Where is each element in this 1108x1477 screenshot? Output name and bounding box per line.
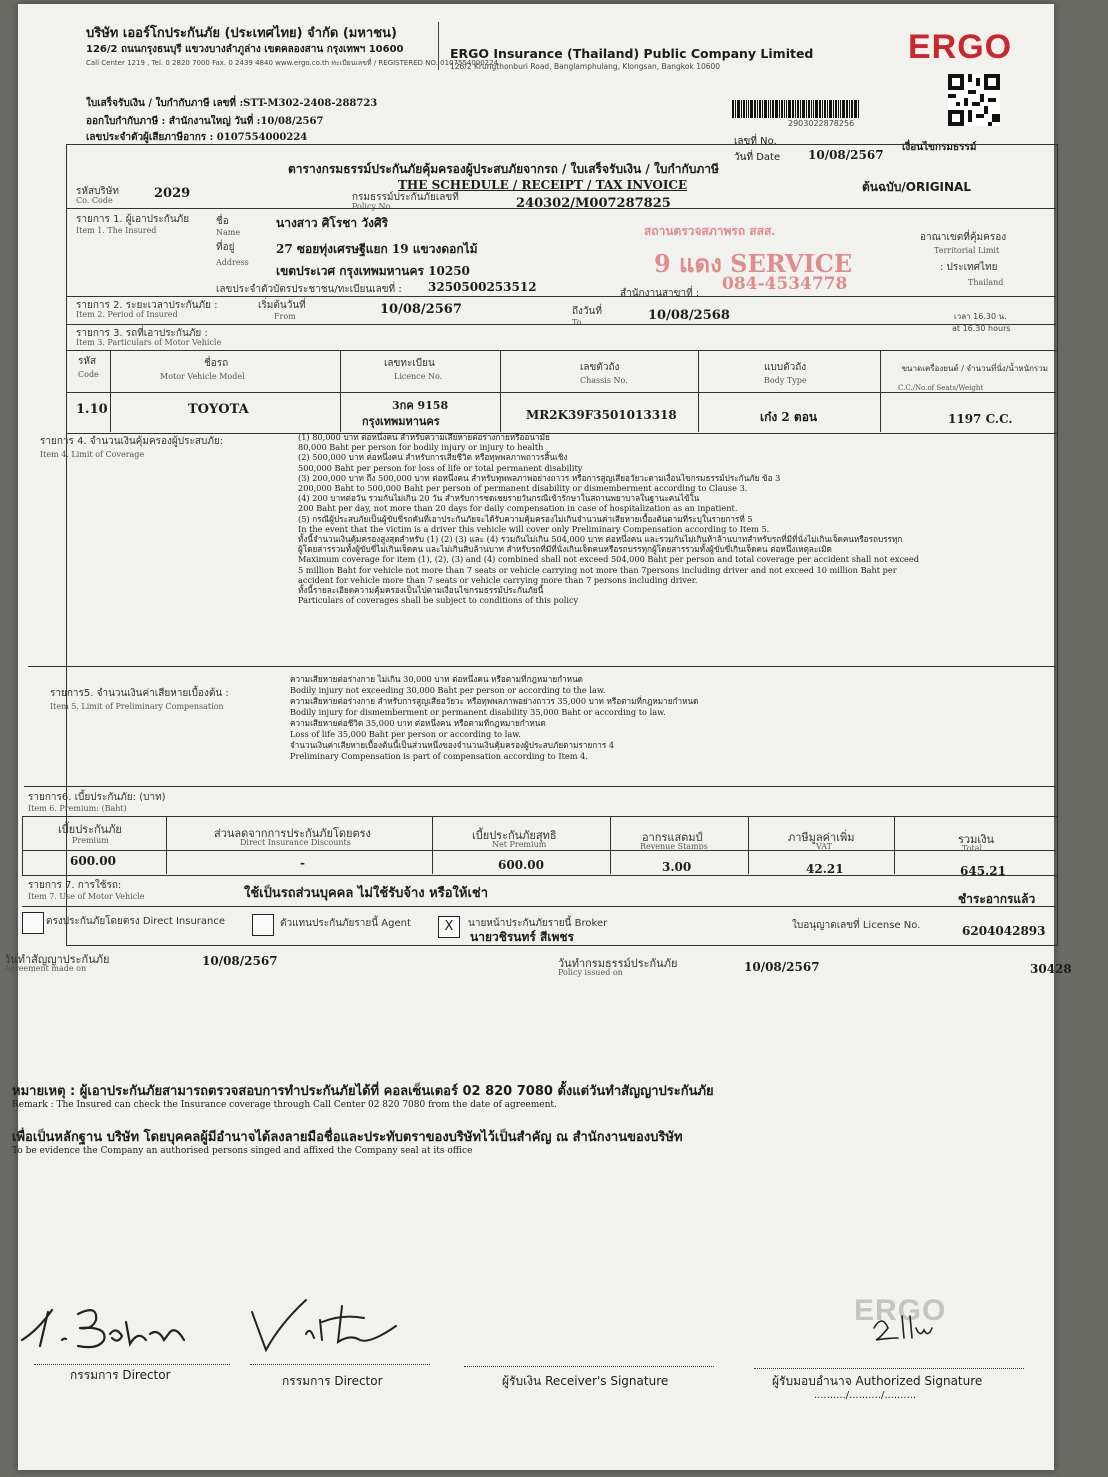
vehicle-licence-line2: กรุงเทพมหานคร xyxy=(362,415,440,428)
premium-header-stamps-en: Revenue Stamps xyxy=(640,842,708,851)
company-name-th: บริษัท เออร์โกประกันภัย (ประเทศไทย) จำกัด (มหาชน) xyxy=(86,26,397,41)
territory-label: อาณาเขตที่คุ้มครอง xyxy=(920,232,1007,243)
territory-value-en: Thailand xyxy=(968,278,1004,287)
vehicle-header-licence: เลขทะเบียน xyxy=(384,358,435,369)
item7-label: รายการ 7. การใช้รถ: xyxy=(28,880,122,891)
direct-insurance-checkbox[interactable] xyxy=(22,912,44,934)
address-label-en: Address xyxy=(216,258,249,267)
address-label: ที่อยู่ xyxy=(216,242,235,253)
agent-checkbox[interactable] xyxy=(252,914,274,936)
vehicle-header-model: ชื่อรถ xyxy=(204,358,229,369)
company-code-value: 2029 xyxy=(154,186,191,201)
from-value: 10/08/2567 xyxy=(380,302,462,317)
vehicle-header-licence-en: Licence No. xyxy=(394,372,443,381)
authorized-signature-label: ผู้รับมอบอำนาจ Authorized Signature xyxy=(772,1374,983,1388)
premium-header-total-en: Total xyxy=(962,844,983,853)
id-value: 3250500253512 xyxy=(428,280,537,294)
total-value: 645.21 xyxy=(960,864,1006,878)
net-premium-value: 600.00 xyxy=(498,858,544,872)
name-label: ชื่อ xyxy=(216,216,229,227)
broker-checkbox[interactable]: X xyxy=(438,916,460,938)
broker-label: นายหน้าประกันภัยรายนี้ Broker xyxy=(468,918,608,929)
inspection-stamp-line1: สถานตรวจสภาพรถ สสส. xyxy=(644,224,776,238)
tax-id: เลขประจำตัวผู้เสียภาษีอากร : 0107554000224 xyxy=(86,132,308,143)
agreement-label: วันทำสัญญาประกันภัย xyxy=(4,953,110,966)
policy-no-value: 240302/M007287825 xyxy=(516,196,671,211)
policy-no-label: กรมธรรม์ประกันภัยเลขที่ xyxy=(352,192,459,203)
address-line2: เขตประเวศ กรุงเทพมหานคร 10250 xyxy=(276,264,470,278)
from-label: เริ่มต้นวันที่ xyxy=(258,300,306,311)
company-code-label-en: Co. Code xyxy=(76,196,113,205)
item3-label: รายการ 3. รถที่เอาประกันภัย : xyxy=(76,328,208,339)
schedule-title-th: ตารางกรมธรรม์ประกันภัยคุ้มครองผู้ประสบภัยจากรถ / ใบเสร็จรับเงิน / ใบกำกับภาษี xyxy=(288,162,719,176)
barcode-number: 2903022878256 xyxy=(788,119,855,128)
revenue-stamps-value: 3.00 xyxy=(662,860,692,874)
from-label-en: From xyxy=(274,312,296,321)
branch-label: สำนักงานสาขาที่ : xyxy=(620,288,700,299)
vehicle-licence-line1: 3กค 9158 xyxy=(392,399,449,412)
time-label-en: at 16.30 hours xyxy=(952,324,1011,333)
item7-label-en: Item 7. Use of Motor Vehicle xyxy=(28,892,145,901)
vehicle-header-chassis: เลขตัวถัง xyxy=(580,362,620,373)
ergo-logo: ERGO xyxy=(908,28,1013,66)
authorized-signature-icon xyxy=(868,1308,948,1348)
tax-invoice-issued: ออกใบกำกับภาษี : สำนักงานใหญ่ วันที่ :10/08/2567 xyxy=(86,116,324,127)
premium-header-premium-en: Premium xyxy=(72,836,109,845)
premium-header-premium: เบี้ยประกันภัย xyxy=(58,823,122,836)
policy-issued-label: วันทำกรมธรรม์ประกันภัย xyxy=(558,957,678,970)
item4-label: รายการ 4. จำนวนเงินคุ้มครองผู้ประสบภัย: xyxy=(40,436,224,447)
qr-code-icon xyxy=(948,74,1000,126)
item3-label-en: Item 3. Particulars of Motor Vehicle xyxy=(76,338,222,347)
vehicle-chassis: MR2K39F3501013318 xyxy=(526,408,677,422)
vehicle-cc: 1197 C.C. xyxy=(948,412,1013,426)
director-1-signature-icon xyxy=(18,1300,208,1360)
evidence-th: เพื่อเป็นหลักฐาน บริษัท โดยบุคคลผู้มีอำนาจได้ลงลายมือชื่อและประทับตราของบริษัทไว้เป็นสำคัญ ณ สำนักงานของบริษัท xyxy=(12,1130,683,1145)
vehicle-header-code-en: Code xyxy=(78,370,99,379)
evidence-en: To be evidence the Company an authorised persons singed and affixed the Company seal at its office xyxy=(12,1146,473,1156)
license-label: ใบอนุญาตเลขที่ License No. xyxy=(792,920,921,931)
vehicle-header-code: รหัส xyxy=(78,356,97,367)
doc-no-label: เลขที่ No. xyxy=(734,136,777,147)
agent-label: ตัวแทนประกันภัยรายนี้ Agent xyxy=(280,918,411,929)
premium-header-vat: ภาษีมูลค่าเพิ่ม xyxy=(788,831,855,844)
to-label-en: To xyxy=(572,318,582,327)
company-name-en: ERGO Insurance (Thailand) Public Company Limited xyxy=(450,46,814,61)
insured-name: นางสาว ศิโรชา วังศิริ xyxy=(276,216,389,230)
stamp-duty-paid: ชำระอากรแล้ว xyxy=(958,892,1036,906)
item4-label-en: Item 4. Limit of Coverage xyxy=(40,450,145,459)
item6-label-en: Item 6. Premium: (Baht) xyxy=(28,804,127,813)
premium-header-net: เบี้ยประกันภัยสุทธิ xyxy=(472,829,557,842)
direct-insurance-label: ตรงประกันภัยโดยตรง Direct Insurance xyxy=(46,916,226,927)
premium-header-discount: ส่วนลดจากการประกันภัยโดยตรง xyxy=(214,827,371,840)
inspection-stamp-line2: 9 แดง SERVICE xyxy=(654,249,853,278)
territory-value: : ประเทศไทย xyxy=(940,262,998,273)
vehicle-model: TOYOTA xyxy=(188,402,249,417)
vehicle-body-type: เก๋ง 2 ตอน xyxy=(760,410,818,424)
item5-label-en: Item 5. Limit of Preliminary Compensation xyxy=(50,702,224,711)
receipt-number: ใบเสร็จรับเงิน / ใบกำกับภาษี เลขที่ :STT-M302-2408-288723 xyxy=(86,98,378,109)
premium-header-vat-en: VAT xyxy=(816,842,832,851)
barcode-icon xyxy=(732,100,860,118)
doc-date-label: วันที่ Date xyxy=(734,152,781,163)
policy-issued-date: 10/08/2567 xyxy=(744,960,820,974)
item2-label-en: Item 2. Period of Insured xyxy=(76,310,178,319)
doc-date-value: 10/08/2567 xyxy=(808,148,884,162)
premium-header-total: รวมเงิน xyxy=(958,833,994,846)
broker-name: นายวชิรนทร์ สีเพชร xyxy=(470,930,574,944)
item6-label: รายการ6. เบี้ยประกันภัย: (บาท) xyxy=(28,792,166,803)
ergo-seal-watermark: ERGO xyxy=(854,1294,947,1327)
item1-label: รายการ 1. ผู้เอาประกันภัย xyxy=(76,214,190,225)
director-2-label: กรรมการ Director xyxy=(282,1374,383,1388)
vehicle-header-model-en: Motor Vehicle Model xyxy=(160,372,245,381)
company-address-th: 126/2 ถนนกรุงธนบุรี แขวงบางลำภูล่าง เขตคลองสาน กรุงเทพฯ 10600 xyxy=(86,44,404,55)
address-line1: 27 ซอยทุ่งเศรษฐีแยก 19 แขวงดอกไม้ xyxy=(276,242,478,256)
vehicle-header-body-en: Body Type xyxy=(764,376,807,385)
director-2-signature-icon xyxy=(246,1294,426,1360)
policy-issued-label-en: Policy issued on xyxy=(558,968,623,977)
premium-value: 600.00 xyxy=(70,854,116,868)
time-label: เวลา 16.30 น. xyxy=(954,312,1007,321)
vehicle-use-value: ใช้เป็นรถส่วนบุคคล ไม่ใช้รับจ้าง หรือให้เช่า xyxy=(244,886,489,901)
schedule-title-en: THE SCHEDULE / RECEIPT / TAX INVOICE xyxy=(398,178,688,192)
item2-label: รายการ 2. ระยะเวลาประกันภัย : xyxy=(76,300,218,311)
vehicle-header-cc: ขนาดเครื่องยนต์ / จำนวนที่นั่ง/น้ำหนักรวม xyxy=(901,364,1048,373)
preliminary-details: ความเสียหายต่อร่างกาย ไม่เกิน 30,000 บาท ต่อหนึ่งคน หรือตามที่กฎหมายกำหนด Bodily injury not exceeding 30,000 Baht per person or according to the law. ความเสียหายต่อร่างกาย สำหรับการสูญเสียอวัยวะ หรือทุพพลภาพอย่างถาวร 35,000 บาท หรือตามที่กฎหมายกำหนด Bodily injury for dismemberment or permanent disability 35,000 Baht or according to law. ความเสียหายต่อชีวิต 35,000 บาท ต่อหนึ่งคน หรือตามที่กฎหมายกำหนด Loss of life 35,000 Baht per person or according to law. จำนวนเงินค่าเสียหายเบื้องต้นนี้เป็นส่วนหนึ่งของจำนวนเงินคุ้มครองผู้ประสบภัยตามรายการ 4 Preliminary Compensation is part of compensation according to Item 4. xyxy=(290,674,699,761)
to-value: 10/08/2568 xyxy=(648,308,730,323)
vehicle-header-chassis-en: Chassis No. xyxy=(580,376,628,385)
premium-header-discount-en: Direct Insurance Discounts xyxy=(240,838,351,847)
policy-document xyxy=(4,4,1072,1470)
coverage-details: (1) 80,000 บาท ต่อหนึ่งคน สำหรับความเสียหายต่อร่างกายหรืออนามัย 80,000 Baht per person for bodily injury or injury to health (2) 500,000 บาท ต่อหนึ่งคน สำหรับการเสียชีวิต หรือทุพพลภาพถาวรสิ้นเชิง 500,000 Baht per person for loss of life or total permanent disability (3) 200,000 บาท ถึง 500,000 บาท ต่อหนึ่งคน สำหรับทุพพลภาพอย่างถาวร หรือการสูญเสียอวัยวะตามเงื่อนไขกรมธรรม์ประกันภัย ข้อ 3 200,000 Baht to 500,000 Baht per person of permanent disability or dismemberment according to Clause 3. (4) 200 บาทต่อวัน รวมกันไม่เกิน 20 วัน สำหรับการชดเชยรายวันกรณีเข้ารักษาในสถานพยาบาลในฐานะคนไข้ใน 200 Baht per day, not more than 20 days for daily compensation in case of hospitalization as an inpatient. (5) กรณีผู้ประสบภัยเป็นผู้ขับขี่รถคันที่เอาประกันภัยจะได้รับความคุ้มครองไม่เกินจำนวนค่าเสียหายเบื้องต้นตามที่ระบุในรายการที่ 5 In the event that the victim is a driver this vehicle will cover only Preliminary Compensation according to Item 5. ทั้งนี้จำนวนเงินคุ้มครองสูงสุดสำหรับ (1) (2) (3) และ (4) รวมกันไม่เกิน 504,000 บาท ต่อหนึ่งคน และรวมกันไม่เกินห้าล้านบาทสำหรับรถที่มีที่นั่งไม่เกินเจ็ดคนหรือรถบรรทุก ผู้โดยสารรวมทั้งผู้ขับขี่ไม่เกินเจ็ดคน และไม่เกินสิบล้านบาท สำหรับรถที่มีที่นั่งเกินเจ็ดคนหรือรถบรรทุกผู้โดยสารรวมทั้งผู้ขับขี่เกินเจ็ดคน ต่อหนึ่งเหตุละเมิด Maximum coverage for item (1), (2), (3) and (4) combined shall not exceed 504,000 Baht per person and total coverage per accident shall not exceed 5 million Baht for vehicle not more than 7 seats or vehicle carrying not more than 7persons including driver and not exceed 10 million Baht per accident for vehicle more than 7 seats or vehicle carrying more than 7 persons including driver. ทั้งนี้รายละเอียดความคุ้มครองเป็นไปตามเงื่อนไขกรมธรรม์ประกันภัยนี้ Particulars of coverages shall be subject to conditions of this policy xyxy=(298,432,919,606)
name-label-en: Name xyxy=(216,228,241,237)
vehicle-header-body: แบบตัวถัง xyxy=(764,362,807,373)
discount-value: - xyxy=(300,856,305,870)
agreement-label-en: Agreement made on xyxy=(4,964,87,973)
item1-label-en: Item 1. The Insured xyxy=(76,226,157,235)
reference-number: 30428 xyxy=(1030,962,1072,976)
inspection-stamp-line3: 084-4534778 xyxy=(722,274,848,294)
receiver-signature-label: ผู้รับเงิน Receiver's Signature xyxy=(502,1374,669,1388)
remark-th: หมายเหตุ : ผู้เอาประกันภัยสามารถตรวจสอบการทำประกันภัยได้ที่ คอลเซ็นเตอร์ 02 820 7080 ตั้งแต่วันทำสัญญาประกันภัย xyxy=(12,1084,714,1099)
vehicle-header-cc-en: C.C./No.of Seats/Weight xyxy=(898,384,984,392)
policy-no-label-en: Policy No. xyxy=(352,202,393,211)
vehicle-code: 1.10 xyxy=(76,402,108,417)
id-label: เลขประจำตัวบัตรประชาชน/ทะเบียนเลขที่ : xyxy=(216,284,402,295)
premium-header-stamps: อากรแสตมป์ xyxy=(642,831,703,844)
policy-conditions-label: เงื่อนไขกรมธรรม์ xyxy=(902,142,977,153)
director-1-label: กรรมการ Director xyxy=(70,1368,171,1382)
authorized-date-blank: ........../........../.......... xyxy=(814,1390,917,1401)
license-value: 6204042893 xyxy=(962,924,1046,938)
vat-value: 42.21 xyxy=(806,862,844,876)
premium-header-net-en: Net Premium xyxy=(492,840,547,849)
remark-en: Remark : The Insured can check the Insurance coverage through Call Center 02 820 7080 from the date of agreement. xyxy=(12,1100,557,1110)
header-divider xyxy=(438,22,439,70)
company-address-en: 126/2 Krungthonburi Road, Banglamphulang, Klongsan, Bangkok 10600 xyxy=(450,62,721,71)
company-contact: Call Center 1219 , Tel. 0 2820 7000 Fax. 0 2439 4840 www.ergo.co.th ทะเบียนเลขที่ / REGISTERED NO. 0107554000224 xyxy=(86,59,499,67)
item5-label: รายการ5. จำนวนเงินค่าเสียหายเบื้องต้น : xyxy=(50,688,229,699)
original-label: ต้นฉบับ/ORIGINAL xyxy=(862,180,971,194)
company-code-label: รหัสบริษัท xyxy=(76,186,119,197)
agreement-date: 10/08/2567 xyxy=(202,954,278,968)
to-label: ถึงวันที่ xyxy=(572,306,602,317)
territory-label-en: Territorial Limit xyxy=(934,246,1000,255)
